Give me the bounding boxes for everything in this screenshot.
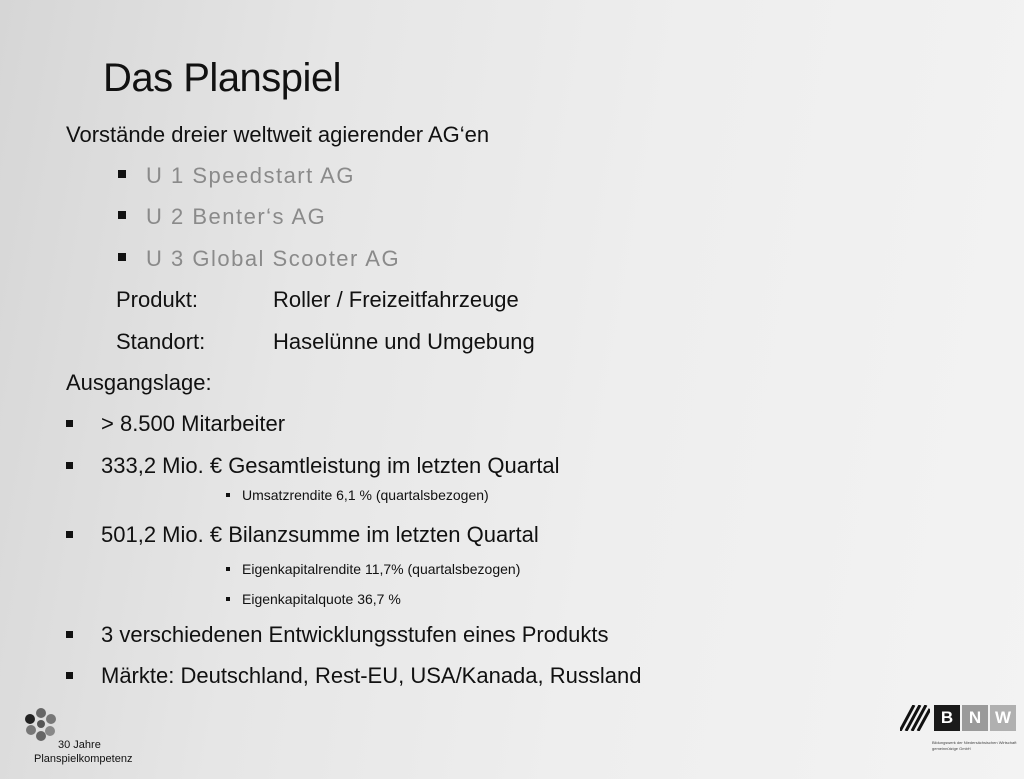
bullet-square-icon	[66, 631, 73, 638]
sub-bullet-item: Eigenkapitalrendite 11,7% (quartalsbezogen)	[226, 561, 520, 577]
bnw-letter-w: W	[990, 705, 1016, 731]
company-item: U 2 Benter‘s AG	[118, 203, 326, 230]
bullet-square-icon	[118, 170, 126, 178]
bullet-square-icon	[66, 672, 73, 679]
detail-key: Produkt:	[116, 287, 198, 312]
slide-title: Das Planspiel	[103, 56, 342, 100]
bullet-square-icon	[66, 420, 73, 427]
bullet-square-icon	[226, 493, 230, 497]
slide-subtitle: Vorstände dreier weltweit agierender AG‘en	[66, 122, 490, 147]
bullet-item: 501,2 Mio. € Bilanzsumme im letzten Quartal	[66, 522, 539, 548]
bullet-square-icon	[66, 531, 73, 538]
anniversary-logo-text: 30 Jahre Planspielkompetenz	[34, 739, 133, 765]
company-item: U 1 Speedstart AG	[118, 162, 355, 189]
bullet-square-icon	[66, 462, 73, 469]
bullet-square-icon	[118, 211, 126, 219]
ausgangslage-label: Ausgangslage:	[66, 370, 212, 395]
detail-row-product	[116, 287, 519, 313]
bnw-subtext: Bildungswerk der Niedersächsischen Wirtschaft gemeinnützige GmbH	[932, 740, 1017, 751]
sub-bullet-item: Eigenkapitalquote 36,7 %	[226, 591, 401, 607]
bullet-item: > 8.500 Mitarbeiter	[66, 411, 285, 437]
detail-value: Roller / Freizeitfahrzeuge	[273, 287, 519, 312]
bnw-letter-b: B	[934, 705, 960, 731]
bullet-square-icon	[226, 597, 230, 601]
bnw-letter-n: N	[962, 705, 988, 731]
bullet-square-icon	[118, 253, 126, 261]
detail-key: Standort:	[116, 329, 206, 354]
sub-bullet-item: Umsatzrendite 6,1 % (quartalsbezogen)	[226, 487, 489, 503]
detail-row-location	[116, 329, 535, 355]
detail-value: Haselünne und Umgebung	[273, 329, 535, 354]
company-item: U 3 Global Scooter AG	[118, 245, 400, 272]
bullet-item: Märkte: Deutschland, Rest-EU, USA/Kanada, Russland	[66, 663, 641, 689]
bullet-item: 3 verschiedenen Entwicklungsstufen eines Produkts	[66, 622, 609, 648]
bullet-item: 333,2 Mio. € Gesamtleistung im letzten Quartal	[66, 453, 560, 479]
bullet-square-icon	[226, 567, 230, 571]
bnw-stripes-icon	[900, 705, 930, 731]
